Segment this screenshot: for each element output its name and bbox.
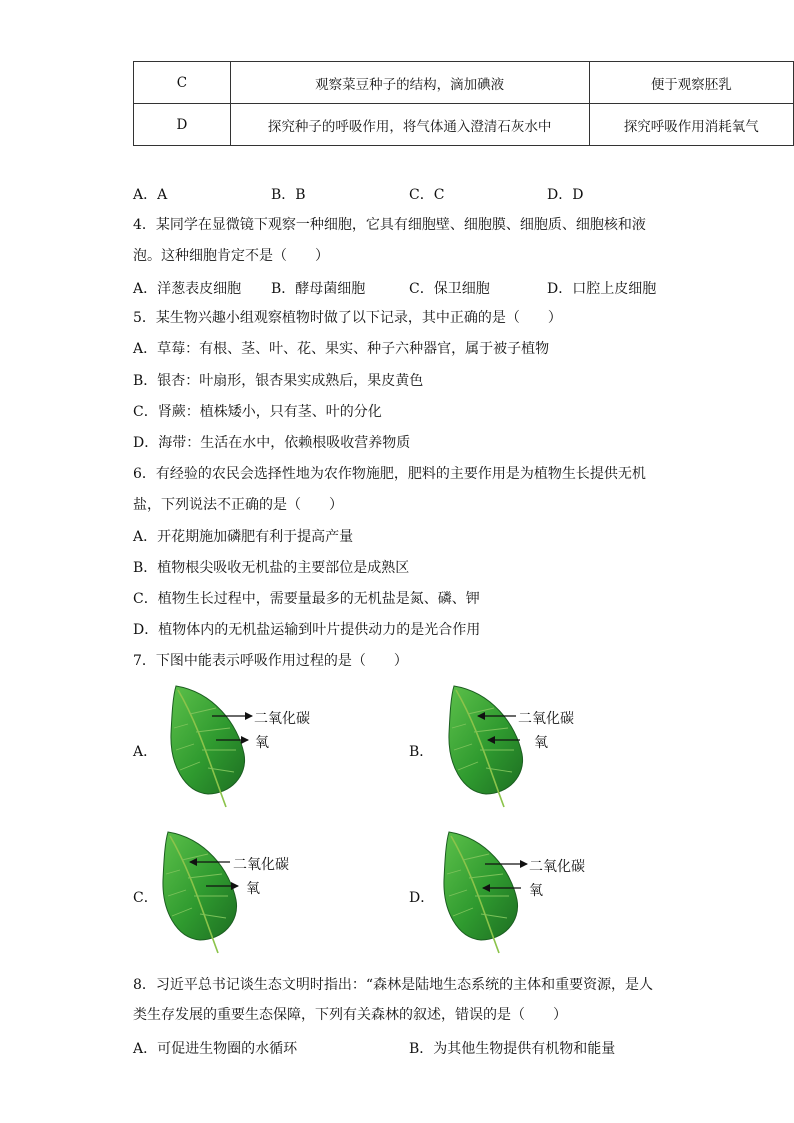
q8-stem-line1: 8．习近平总书记谈生态文明时指出：“森林是陆地生态系统的主体和重要资源，是人 (133, 977, 654, 993)
q6-option-d: D．植物体内的无机盐运输到叶片提供动力的是光合作用 (133, 622, 481, 638)
q7-figure-c (160, 830, 310, 955)
q8-stem-line2: 类生存发展的重要生态保障，下列有关森林的叙述，错误的是（ ） (133, 1007, 567, 1023)
q3-option-d: D．D (547, 187, 584, 203)
co2-label: 二氧化碳 (254, 711, 310, 727)
co2-label: 二氧化碳 (529, 859, 585, 875)
q5-option-c: C．肾蕨：植株矮小，只有茎、叶的分化 (133, 404, 382, 420)
q7-figure-a-label: A． (133, 744, 158, 760)
q4-option-c: C．保卫细胞 (409, 281, 490, 297)
table-cell-step: 探究种子的呼吸作用，将气体通入澄清石灰水中 (230, 104, 589, 146)
table-cell-purpose: 探究呼吸作用消耗氧气 (589, 104, 793, 146)
q3-option-c: C．C (409, 187, 445, 203)
o2-label: 氧 (255, 735, 269, 751)
q8-option-a: A．可促进生物圈的水循环 (133, 1041, 298, 1057)
table-cell-purpose: 便于观察胚乳 (589, 62, 793, 104)
q4-stem-line1: 4．某同学在显微镜下观察一种细胞，它具有细胞壁、细胞膜、细胞质、细胞核和液 (133, 217, 646, 233)
q7-figure-c-label: C． (133, 890, 158, 906)
q5-stem: 5．某生物兴趣小组观察植物时做了以下记录，其中正确的是（ ） (133, 310, 562, 326)
q6-stem-line2: 盐，下列说法不正确的是（ ） (133, 497, 343, 513)
q3-option-b: B．B (271, 187, 306, 203)
q6-option-c: C．植物生长过程中，需要量最多的无机盐是氮、磷、钾 (133, 591, 480, 607)
o2-label: 氧 (246, 881, 260, 897)
q7-stem: 7．下图中能表示呼吸作用过程的是（ ） (133, 653, 408, 669)
leaf-icon (441, 830, 591, 955)
q7-figure-b (446, 684, 596, 809)
q8-option-b: B．为其他生物提供有机物和能量 (409, 1041, 616, 1057)
leaf-icon (160, 830, 310, 955)
co2-label: 二氧化碳 (233, 857, 289, 873)
table-row (134, 104, 794, 146)
o2-label: 氧 (534, 735, 548, 751)
q6-stem-line1: 6．有经验的农民会选择性地为农作物施肥，肥料的主要作用是为植物生长提供无机 (133, 466, 646, 482)
q4-option-d: D．口腔上皮细胞 (547, 281, 657, 297)
leaf-icon (168, 684, 318, 809)
experiment-table (133, 61, 794, 146)
q4-stem-line2: 泡。这种细胞肯定不是（ ） (133, 248, 329, 264)
table-cell-key: D (134, 104, 231, 146)
q6-option-b: B．植物根尖吸收无机盐的主要部位是成熟区 (133, 560, 410, 576)
table-row (134, 62, 794, 104)
leaf-icon (446, 684, 596, 809)
q5-option-d: D．海带：生活在水中，依赖根吸收营养物质 (133, 435, 411, 451)
q4-option-a: A．洋葱表皮细胞 (133, 281, 242, 297)
o2-label: 氧 (529, 883, 543, 899)
table-cell-step: 观察菜豆种子的结构，滴加碘液 (230, 62, 589, 104)
q7-figure-d-label: D． (409, 890, 435, 906)
q5-option-b: B．银杏：叶扇形，银杏果实成熟后，果皮黄色 (133, 373, 424, 389)
table-cell-key: C (134, 62, 231, 104)
q7-figure-a (168, 684, 318, 809)
q7-figure-d (441, 830, 591, 955)
q6-option-a: A．开花期施加磷肥有利于提高产量 (133, 529, 354, 545)
q5-option-a: A．草莓：有根、茎、叶、花、果实、种子六种器官，属于被子植物 (133, 341, 550, 357)
q7-figure-b-label: B． (409, 744, 434, 760)
q3-option-a: A．A (133, 187, 168, 203)
co2-label: 二氧化碳 (518, 711, 574, 727)
q4-option-b: B．酵母菌细胞 (271, 281, 366, 297)
